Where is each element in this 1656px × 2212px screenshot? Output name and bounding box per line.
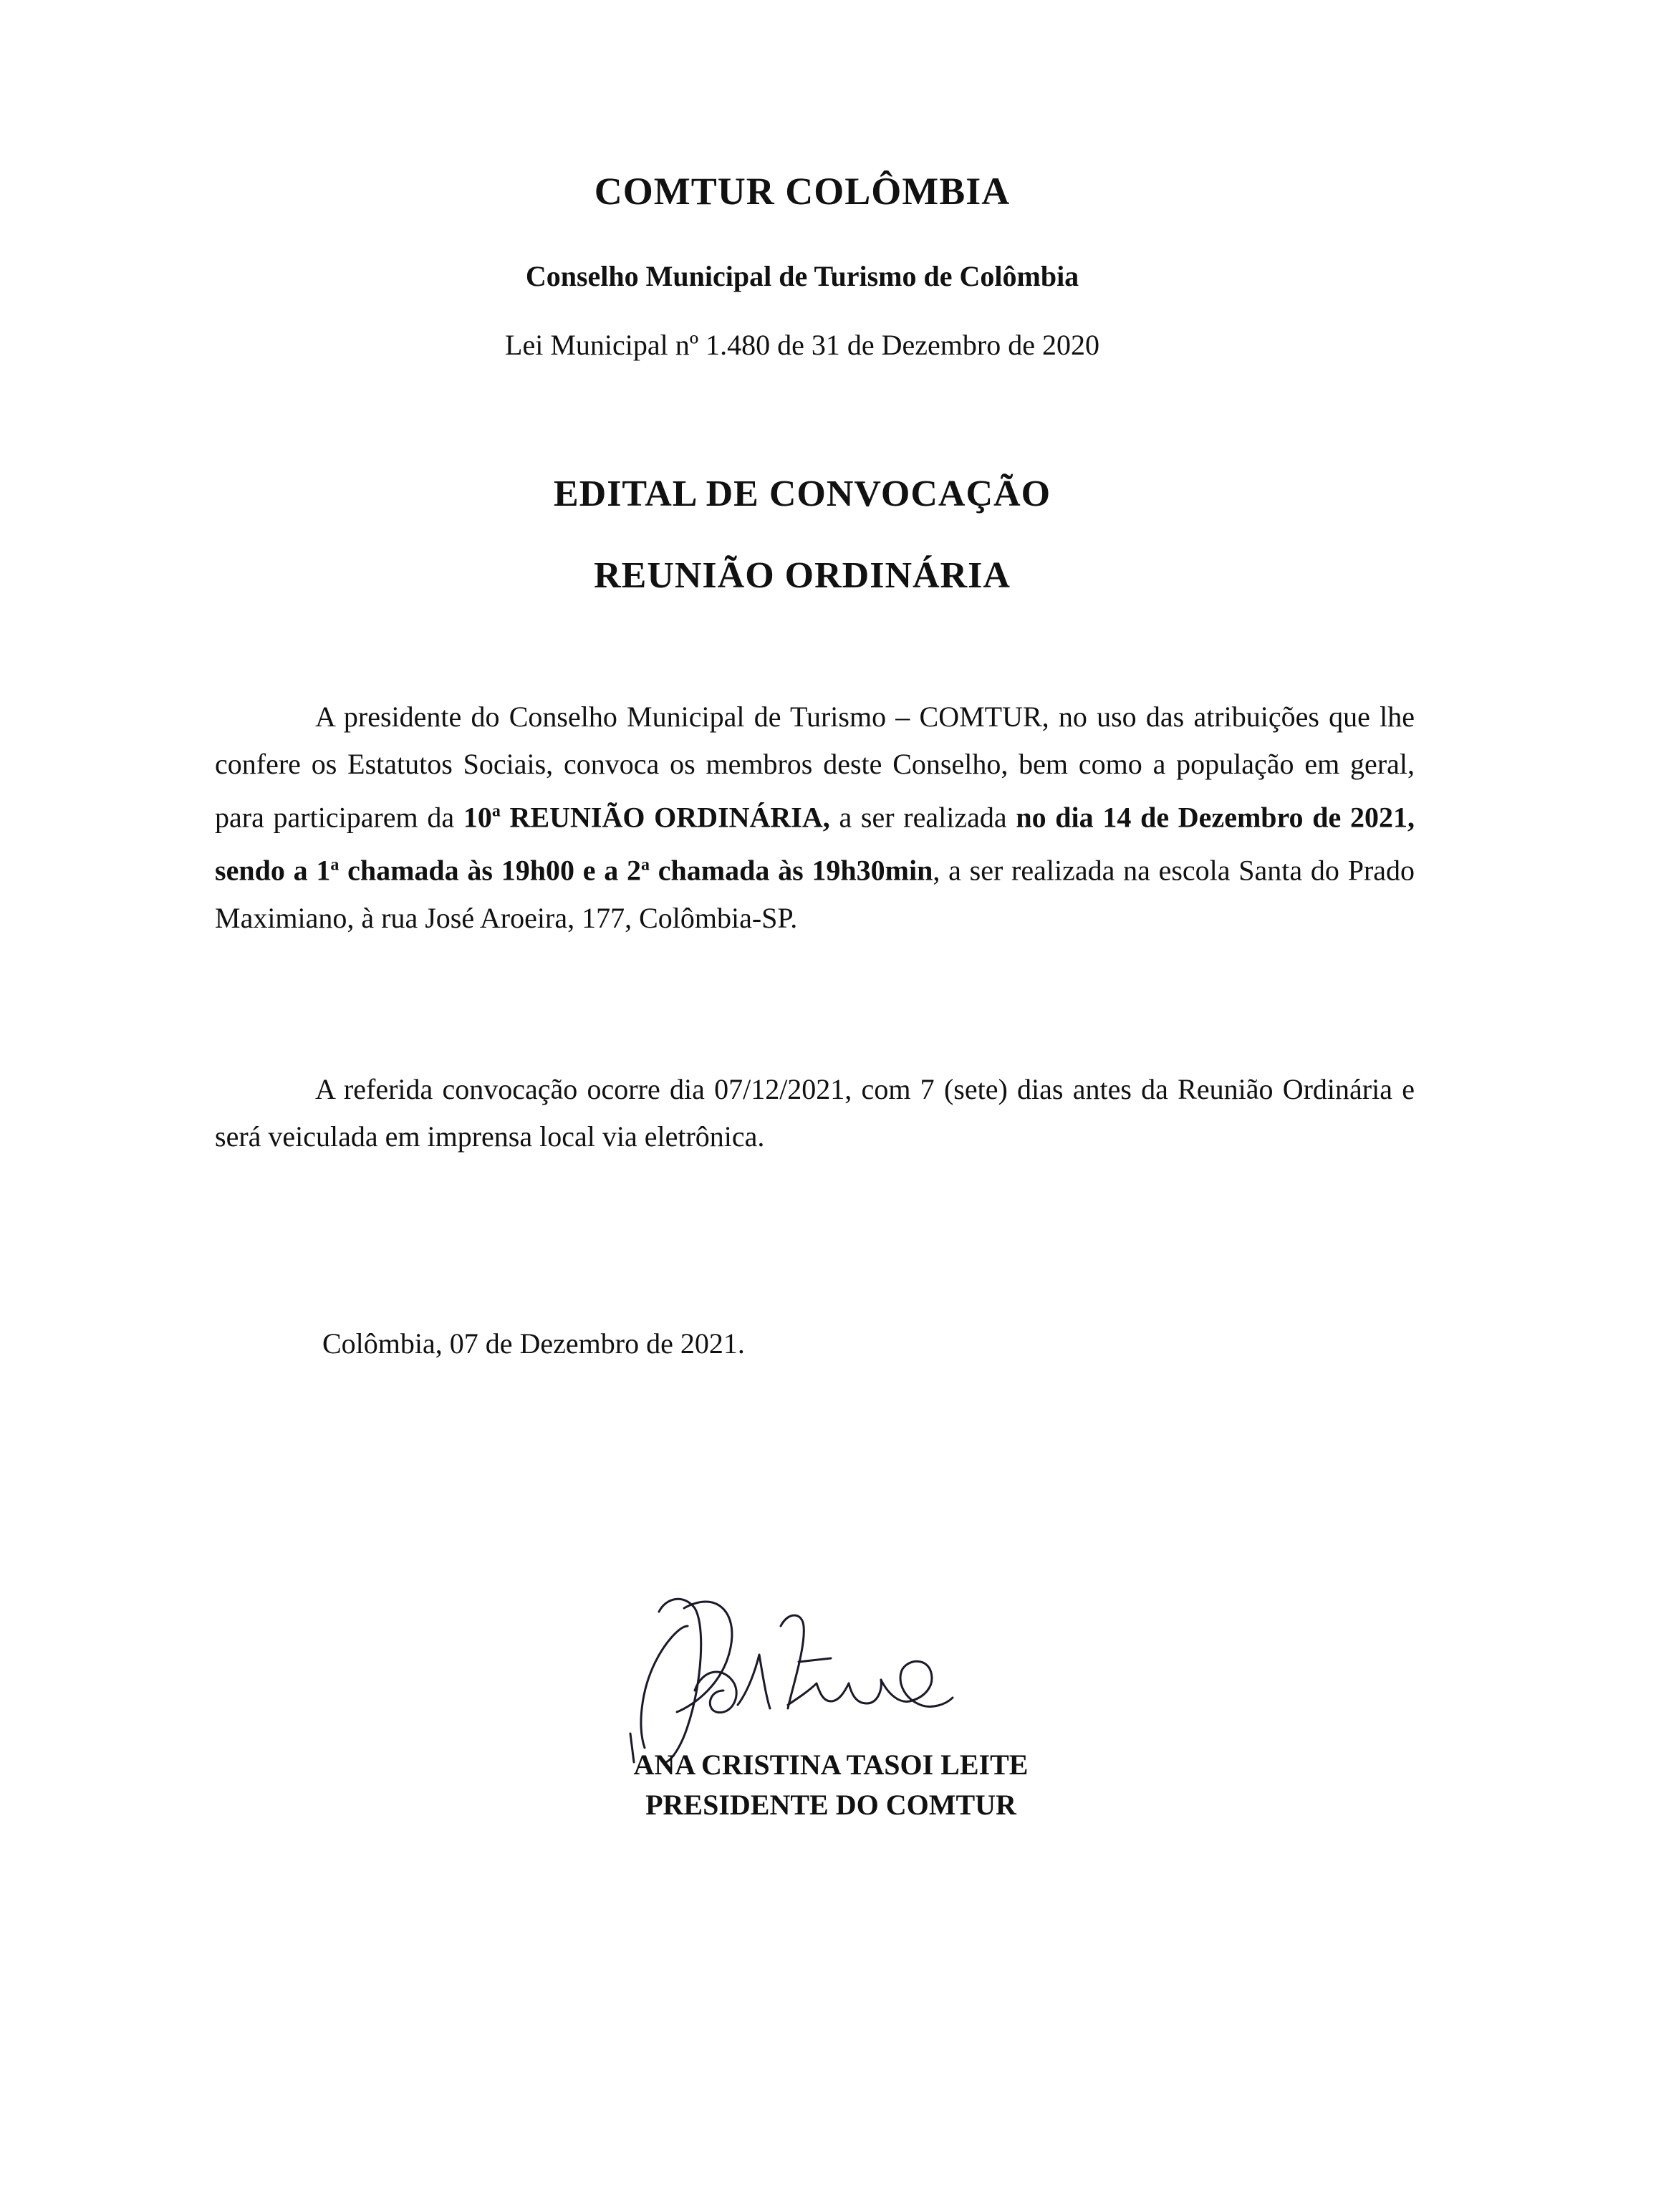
paragraph-intro: A presidente do Conselho Municipal de Turismo – COMTUR, no uso das atribuições que lhe confere os Estatutos Sociais, convoca os membros deste Conselho, bem como a população em geral, para participarem da [215, 701, 1415, 834]
meeting-date: no dia 14 de Dezembro de 2021, sendo a 1 [215, 801, 1415, 887]
handwritten-signature [616, 1583, 960, 1769]
signer-name: ANA CRISTINA TASOI LEITE [633, 1749, 1029, 1781]
place-and-date: Colômbia, 07 de Dezembro de 2021. [322, 1327, 745, 1360]
signer-role: PRESIDENTE DO COMTUR [645, 1789, 1016, 1821]
convocation-paragraph [215, 693, 1415, 942]
first-call-time: chamada às 19h00 e a 2 [339, 854, 642, 887]
meeting-number: 10 [463, 801, 492, 834]
document-title: EDITAL DE CONVOCAÇÃO [553, 473, 1051, 514]
first-call-ordinal: a [330, 855, 340, 875]
second-call-ordinal: a [641, 855, 650, 875]
document-subtitle: REUNIÃO ORDINÁRIA [594, 555, 1011, 596]
organization-title: COMTUR COLÔMBIA [594, 170, 1011, 213]
meeting-number-suffix: a [491, 802, 501, 821]
organization-subtitle: Conselho Municipal de Turismo de Colômbia [525, 260, 1079, 292]
meeting-label-comma: , [822, 801, 830, 834]
second-call-time: chamada às 19h30min [650, 854, 933, 887]
notice-paragraph: A referida convocação ocorre dia 07/12/2021, com 7 (sete) dias antes da Reunião Ordinária e será veiculada em imprensa local via eletrônica. [215, 1073, 1415, 1153]
paragraph-mid: a ser realizada [829, 801, 1016, 834]
law-reference: Lei Municipal nº 1.480 de 31 de Dezembro de 2020 [505, 329, 1099, 361]
meeting-location: , a ser realizada na escola Santa do Prado Maximiano, à rua José Aroeira, 177, Colômbia-SP. [215, 854, 1415, 934]
meeting-label: REUNIÃO ORDINÁRIA [500, 801, 823, 834]
